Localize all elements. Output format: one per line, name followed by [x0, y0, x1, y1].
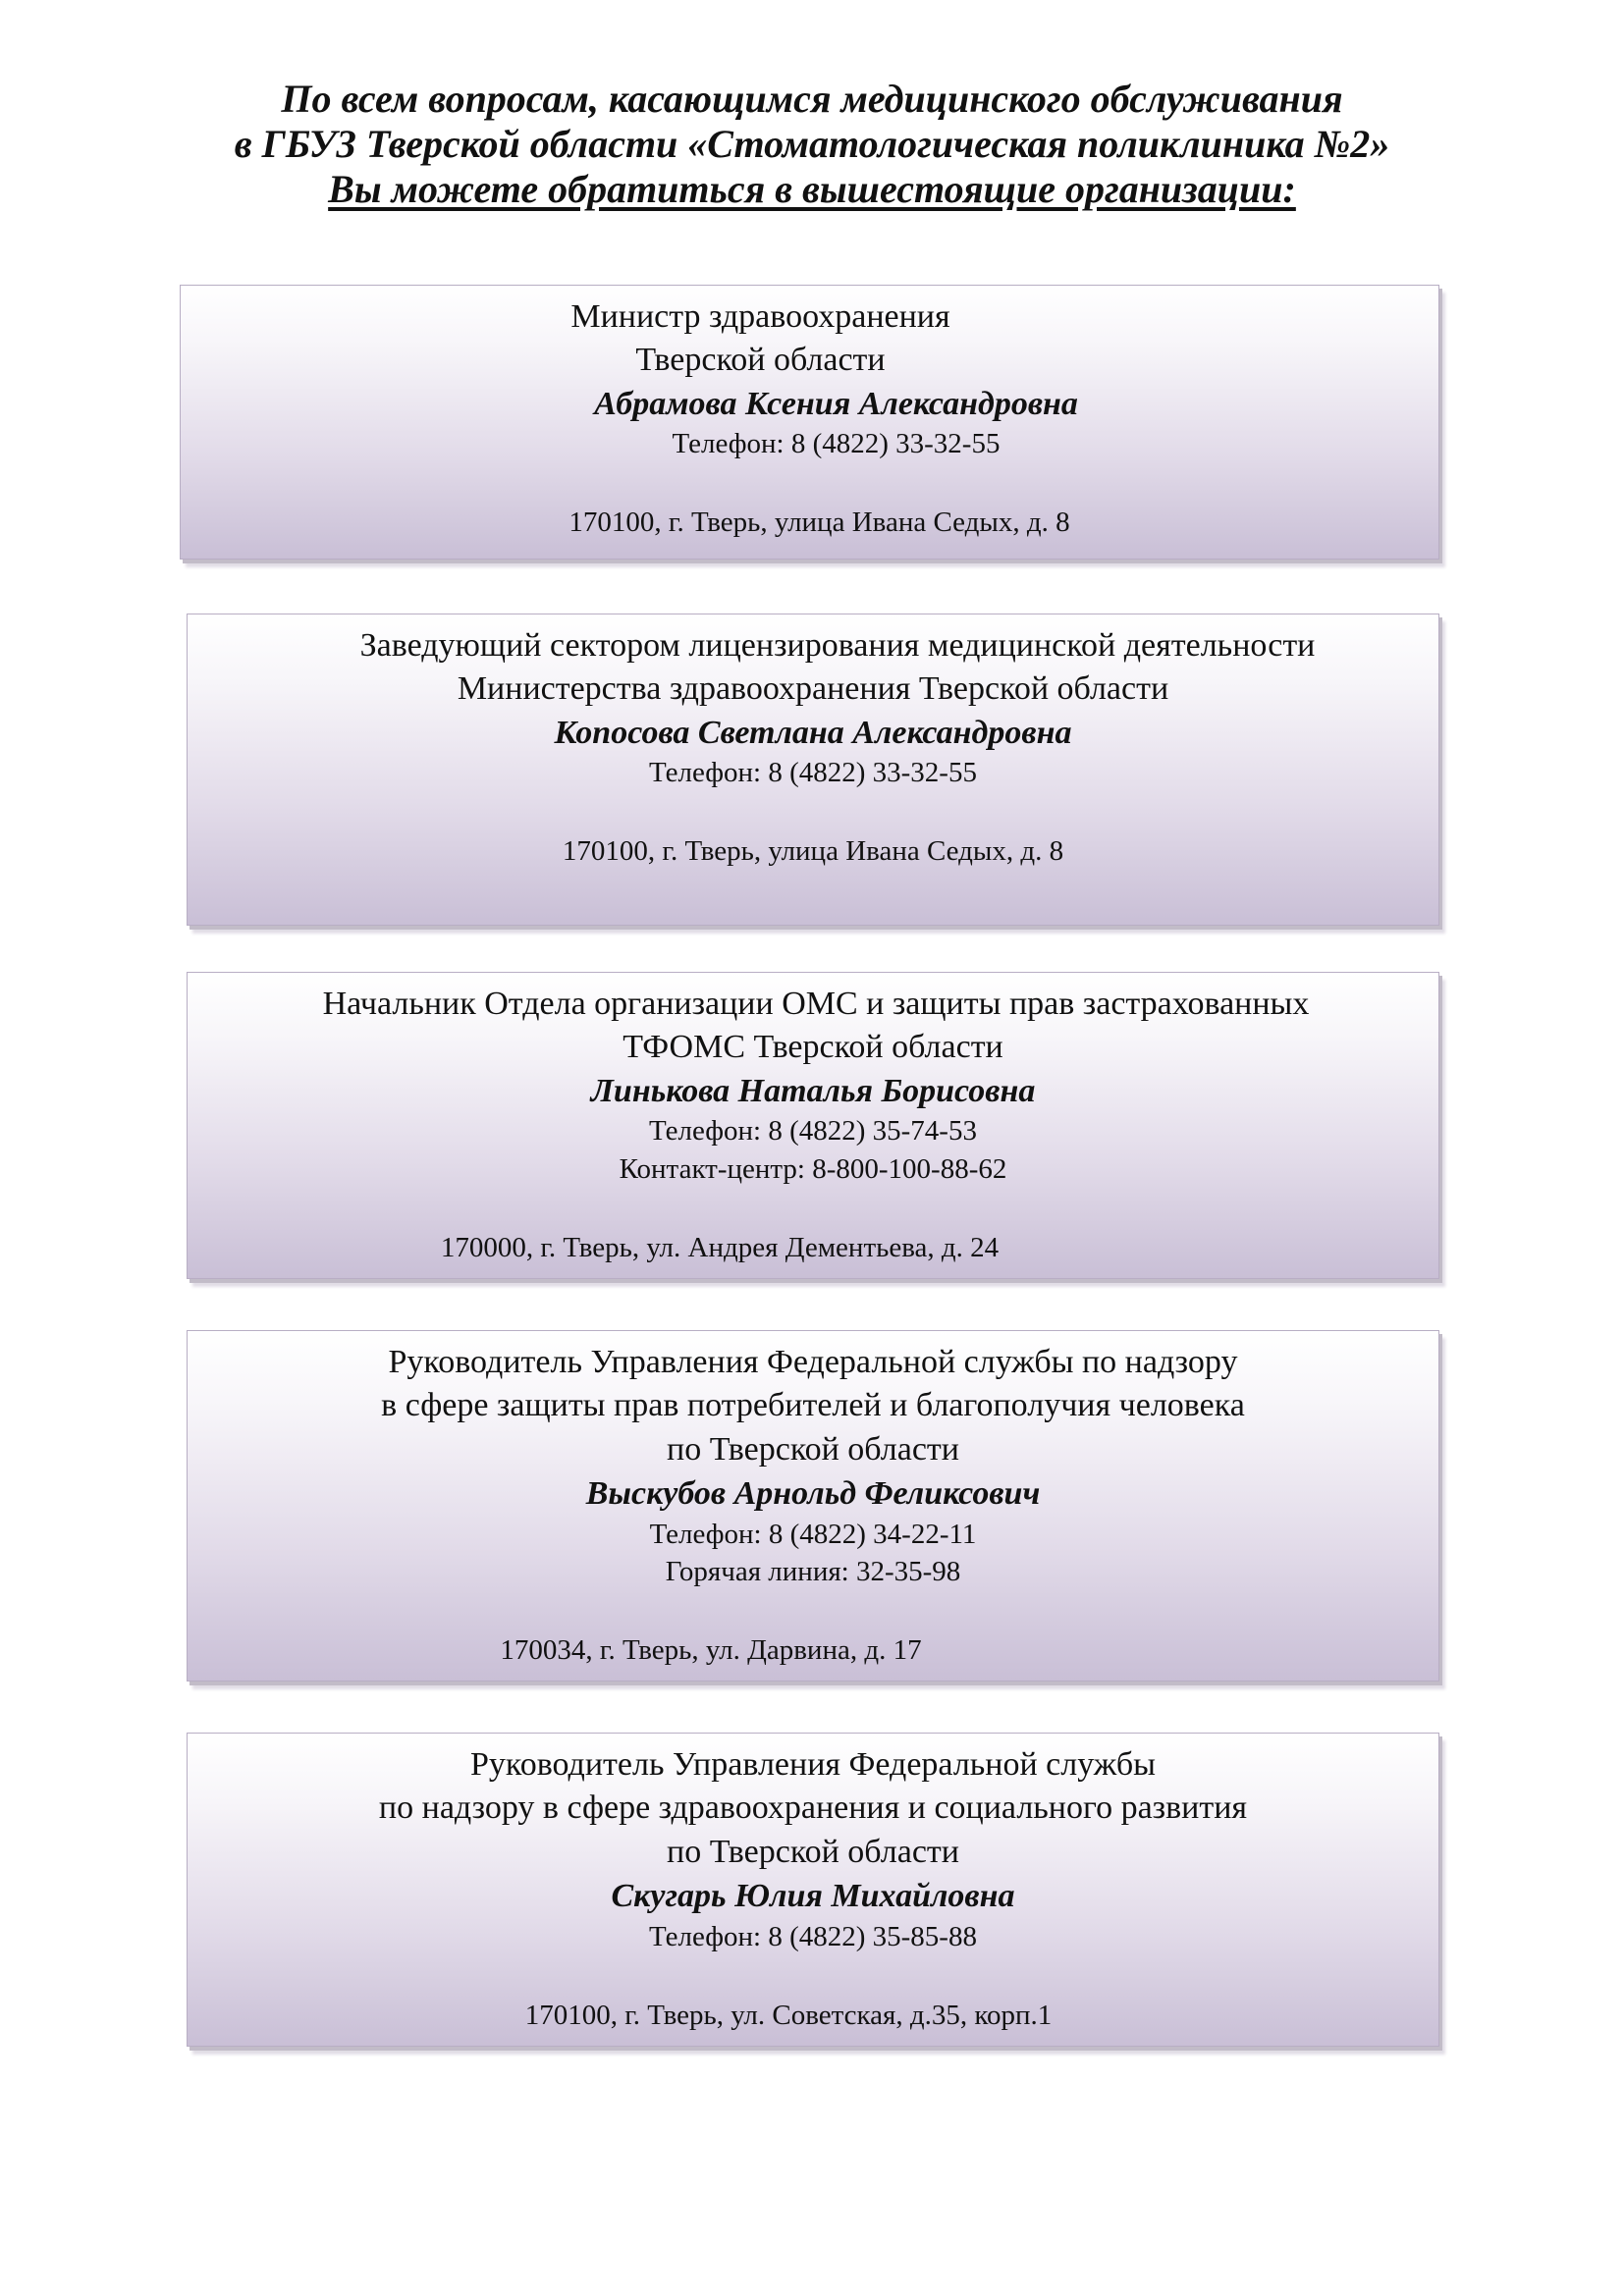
- heading-line-2: в ГБУЗ Тверской области «Стоматологическая поликлиника №2»: [234, 122, 1390, 166]
- card-address: 170100, г. Тверь, ул. Советская, д.35, корп.1: [524, 2000, 1053, 2031]
- card-title-line: Начальник Отдела организации ОМС и защиты прав застрахованных: [322, 986, 1310, 1022]
- card-title-line: Министерства здравоохранения Тверской области: [457, 670, 1169, 707]
- card-title-line: в сфере защиты прав потребителей и благополучия человека: [381, 1387, 1245, 1423]
- card-title-line: Заведующий сектором лицензирования медицинской деятельности: [359, 627, 1316, 664]
- card-person-name: Копосова Светлана Александровна: [554, 715, 1072, 751]
- contact-card-tfoms: [187, 972, 1439, 1279]
- card-hotline: Горячая линия: 32-35-98: [665, 1556, 961, 1587]
- heading-line-1: По всем вопросам, касающимся медицинского обслуживания: [281, 77, 1343, 121]
- card-person-name: Линькова Наталья Борисовна: [590, 1073, 1036, 1109]
- card-title-line: Руководитель Управления Федеральной службы: [470, 1746, 1156, 1783]
- card-contact-center: Контакт-центр: 8-800-100-88-62: [619, 1153, 1007, 1185]
- card-title-line: по Тверской области: [667, 1431, 959, 1468]
- card-phone: Телефон: 8 (4822) 35-85-88: [649, 1921, 977, 1952]
- contact-card-roszdravnadzor: [187, 1733, 1439, 2047]
- card-title-line: по надзору в сфере здравоохранения и социального развития: [378, 1789, 1248, 1826]
- card-phone: Телефон: 8 (4822) 33-32-55: [672, 428, 1001, 459]
- card-title-line: Министр здравоохранения: [570, 298, 950, 335]
- contact-card-rospotrebnadzor: [187, 1330, 1439, 1682]
- card-address: 170100, г. Тверь, улица Ивана Седых, д. 8: [562, 835, 1064, 867]
- card-title-line: Тверской области: [635, 342, 886, 378]
- card-title-line: ТФОМС Тверской области: [623, 1029, 1003, 1065]
- card-title-line: по Тверской области: [667, 1834, 959, 1870]
- card-phone: Телефон: 8 (4822) 33-32-55: [649, 757, 977, 788]
- contact-card-licensing: [187, 614, 1439, 926]
- card-address: 170100, г. Тверь, улица Ивана Седых, д. 8: [568, 507, 1070, 538]
- card-person-name: Абрамова Ксения Александровна: [594, 386, 1078, 422]
- card-title-line: Руководитель Управления Федеральной службы по надзору: [388, 1344, 1238, 1380]
- contact-card-minister: [180, 285, 1439, 560]
- card-phone: Телефон: 8 (4822) 34-22-11: [649, 1519, 977, 1550]
- card-person-name: Выскубов Арнольд Феликсович: [585, 1475, 1041, 1512]
- heading-line-3: [0, 167, 1624, 212]
- heading-subtitle: Вы можете обратиться в вышестоящие организации:: [328, 167, 1296, 211]
- card-person-name: Скугарь Юлия Михайловна: [611, 1878, 1015, 1914]
- card-phone: Телефон: 8 (4822) 35-74-53: [649, 1115, 977, 1147]
- card-address: 170000, г. Тверь, ул. Андрея Дементьева, д. 24: [440, 1232, 1000, 1263]
- card-address: 170034, г. Тверь, ул. Дарвина, д. 17: [500, 1634, 922, 1666]
- page-heading: [0, 77, 1624, 212]
